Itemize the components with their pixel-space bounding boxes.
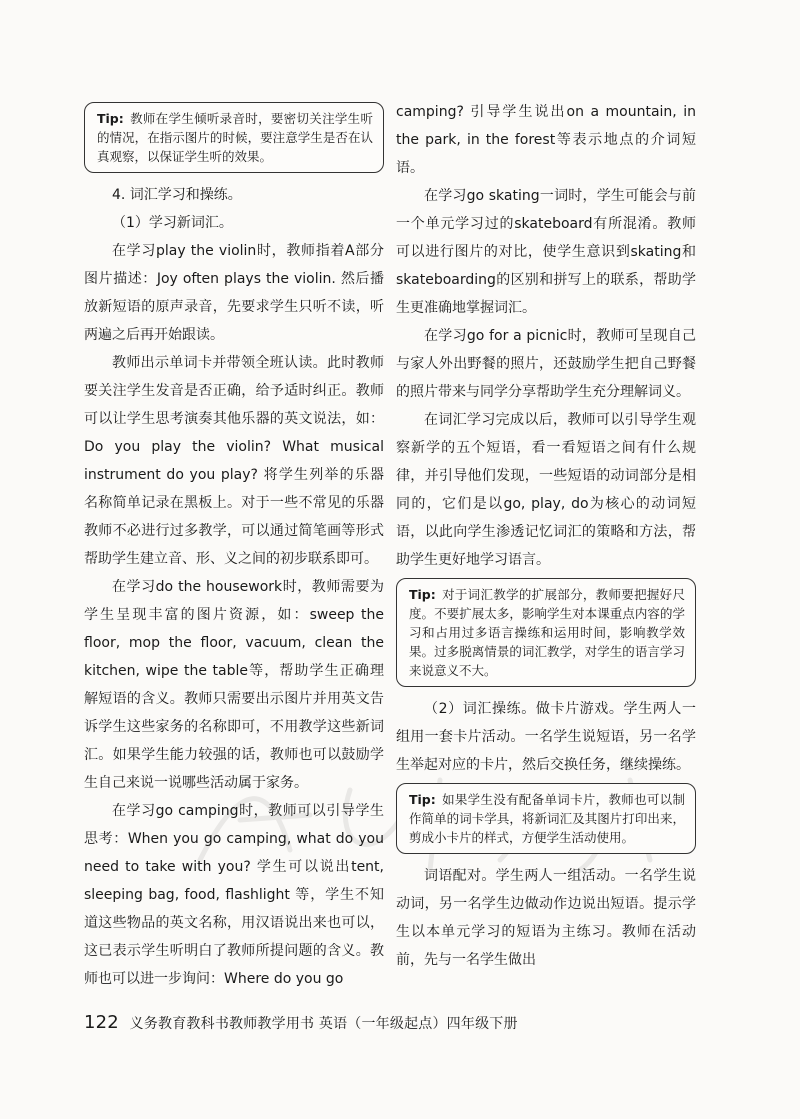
paragraph-word-matching: 词语配对。学生两人一组活动。一名学生说动词，另一名学生边做动作边说出短语。提示学生以本单元学习的短语为主练习。教师在活动前，先与一名学生做出 [396,868,696,968]
subsection-heading-learn-vocab: （1）学习新词汇。 [112,215,233,231]
page-footer [84,1012,518,1033]
paragraph-go-skating: 在学习go skating一词时，学生可能会与前一个单元学习过的skateboard有所混淆。教师可以进行图片的对比，使学生意识到skating和skateboarding的区别和拼写上的联系，帮助学生更准确地掌握词汇。 [396,188,696,316]
section-heading-4: 4. 词汇学习和操练。 [112,187,242,203]
left-column [84,98,384,993]
right-column [396,98,696,974]
paragraph-housework: 在学习do the housework时，教师需要为学生呈现丰富的图片资源，如：sweep the floor, mop the floor, vacuum, clean the kitchen, wipe the table等，帮助学生正确理解短语的含义。教师只需要出示图片并用英文告诉学生这些家务的名称即可，不用教学这些新词汇。如果学生能力较强的话，教师也可以鼓励学生自己来说一说哪些活动属于家务。 [84,579,384,791]
tip-box-vocab-extension [396,578,696,687]
page-number: 122 [84,1012,119,1033]
tip-box-listening [84,102,384,173]
tip-text: 教师在学生倾听录音时，要密切关注学生听的情况，在指示图片的时候，要注意学生是否在认真观察，以保证学生听的效果。 [97,111,373,164]
paragraph-word-cards: 教师出示单词卡并带领全班认读。此时教师要关注学生发音是否正确，给予适时纠正。教师可以让学生思考演奏其他乐器的英文说法，如：Do you play the violin? What musical instrument do you play? 将学生列举的乐器名称简单记录在黑板上。对于一些不常见的乐器教师不必进行过多教学，可以通过简笔画等形式帮助学生建立音、形、义之间的初步联系即可。 [84,355,384,567]
paragraph-picnic: 在学习go for a picnic时，教师可呈现自己与家人外出野餐的照片，还鼓励学生把自己野餐的照片带来与同学分享帮助学生充分理解词义。 [396,328,696,400]
paragraph-vocab-practice: （2）词汇操练。做卡片游戏。学生两人一组用一套卡片活动。一名学生说短语，另一名学生举起对应的卡片，然后交换任务，继续操练。 [396,701,696,773]
tip-box-word-cards [396,783,696,854]
tip-label: Tip: [409,587,436,602]
paragraph-vocab-patterns: 在词汇学习完成以后，教师可以引导学生观察新学的五个短语，看一看短语之间有什么规律，并引导他们发现，一些短语的动词部分是相同的，它们是以go, play, do为核心的动词短语，以此向学生渗透记忆词汇的策略和方法，帮助学生更好地学习语言。 [396,412,696,568]
tip-text: 如果学生没有配备单词卡片，教师也可以制作简单的词卡学具，将新词汇及其图片打印出来，剪成小卡片的样式，方便学生活动使用。 [409,792,685,845]
tip-text: 对于词汇教学的扩展部分，教师要把握好尺度。不要扩展太多，影响学生对本课重点内容的学习和占用过多语言操练和运用时间，影响教学效果。过多脱离情景的词汇教学，对学生的语言学习来说意义不大。 [409,587,685,678]
tip-label: Tip: [97,111,124,126]
tip-label: Tip: [409,792,436,807]
paragraph-go-camping: 在学习go camping时，教师可以引导学生思考：When you go camping, what do you need to take with you? 学生可以说出tent, sleeping bag, food, flashlight 等，学生不知道这些物品的英文名称，用汉语说出来也可以，这已表示学生听明白了教师所提问题的含义。教师也可以进一步询问：Where do you go [84,803,384,987]
paragraph-play-violin: 在学习play the violin时，教师指着A部分图片描述：Joy often plays the violin. 然后播放新短语的原声录音，先要求学生只听不读，听两遍之后再开始跟读。 [84,243,384,343]
book-title: 义务教育教科书教师教学用书 英语（一年级起点）四年级下册 [129,1016,518,1032]
paragraph-camping-continued: camping? 引导学生说出on a mountain, in the park, in the forest等表示地点的介词短语。 [396,104,696,176]
